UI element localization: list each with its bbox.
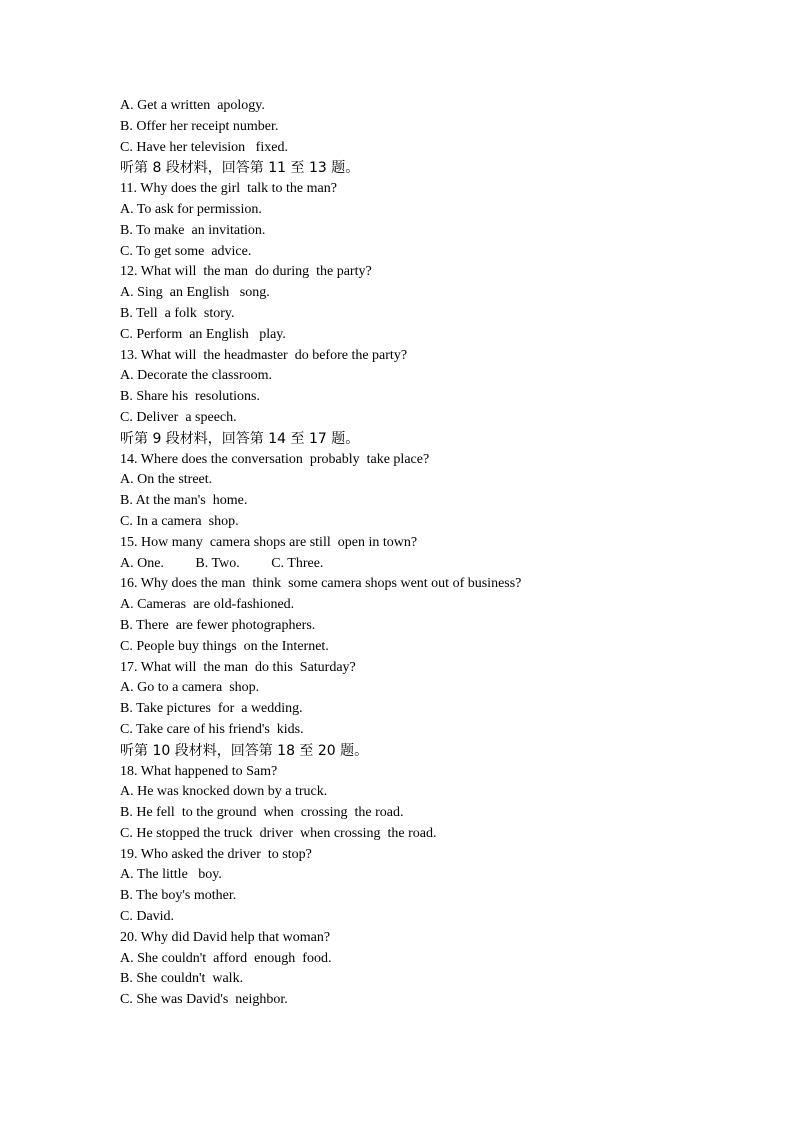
question-text: 14. Where does the conversation probably take place? bbox=[120, 451, 430, 467]
option-text: B. Tell a folk story. bbox=[120, 305, 235, 321]
option-text: A. One. B. Two. C. Three. bbox=[120, 555, 324, 571]
option-text: C. Deliver a speech. bbox=[120, 409, 237, 425]
option-text: B. Offer her receipt number. bbox=[120, 118, 279, 134]
question-text: 15. How many camera shops are still open in town? bbox=[120, 534, 418, 550]
option-text: B. He fell to the ground when crossing the road. bbox=[120, 805, 404, 821]
section-heading: 听第 8 段材料，回答第 11 至 13 题。 bbox=[120, 160, 360, 177]
option-text: A. Decorate the classroom. bbox=[120, 368, 272, 384]
option-text: A. He was knocked down by a truck. bbox=[120, 784, 328, 800]
exam-page bbox=[120, 96, 740, 1011]
option-text: A. On the street. bbox=[120, 472, 213, 488]
question-text: 16. Why does the man think some camera shops went out of business? bbox=[120, 576, 522, 592]
question-text: 11. Why does the girl talk to the man? bbox=[120, 181, 337, 197]
option-text: A. Go to a camera shop. bbox=[120, 680, 260, 696]
option-text: B. Take pictures for a wedding. bbox=[120, 701, 303, 717]
option-text: C. She was David's neighbor. bbox=[120, 992, 288, 1008]
option-text: C. Have her television fixed. bbox=[120, 139, 288, 155]
option-text: A. To ask for permission. bbox=[120, 201, 262, 217]
option-text: B. There are fewer photographers. bbox=[120, 617, 316, 633]
section-heading: 听第 9 段材料，回答第 14 至 17 题。 bbox=[120, 430, 360, 447]
question-text: 17. What will the man do this Saturday? bbox=[120, 659, 356, 675]
option-text: C. Perform an English play. bbox=[120, 326, 286, 342]
option-text: C. Take care of his friend's kids. bbox=[120, 721, 304, 737]
option-text: C. People buy things on the Internet. bbox=[120, 638, 329, 654]
question-text: 19. Who asked the driver to stop? bbox=[120, 846, 312, 862]
section-heading: 听第 10 段材料，回答第 18 至 20 题。 bbox=[120, 742, 369, 759]
option-text: C. David. bbox=[120, 909, 175, 925]
option-text: C. In a camera shop. bbox=[120, 513, 239, 529]
option-text: B. She couldn't walk. bbox=[120, 971, 244, 987]
option-text: B. Share his resolutions. bbox=[120, 389, 260, 405]
option-text: C. To get some advice. bbox=[120, 243, 252, 259]
option-text: A. She couldn't afford enough food. bbox=[120, 950, 332, 966]
option-text: C. He stopped the truck driver when crossing the road. bbox=[120, 825, 437, 841]
option-text: A. Get a written apology. bbox=[120, 98, 265, 113]
question-text: 20. Why did David help that woman? bbox=[120, 929, 331, 945]
question-text: 18. What happened to Sam? bbox=[120, 763, 278, 779]
option-text: B. The boy's mother. bbox=[120, 888, 237, 904]
option-text: A. The little boy. bbox=[120, 867, 222, 883]
question-text: 13. What will the headmaster do before the party? bbox=[120, 347, 408, 363]
option-text: B. To make an invitation. bbox=[120, 222, 266, 238]
option-text: A. Cameras are old-fashioned. bbox=[120, 597, 295, 613]
question-text: 12. What will the man do during the party? bbox=[120, 264, 372, 280]
option-text: A. Sing an English song. bbox=[120, 285, 270, 301]
option-text: B. At the man's home. bbox=[120, 493, 248, 509]
